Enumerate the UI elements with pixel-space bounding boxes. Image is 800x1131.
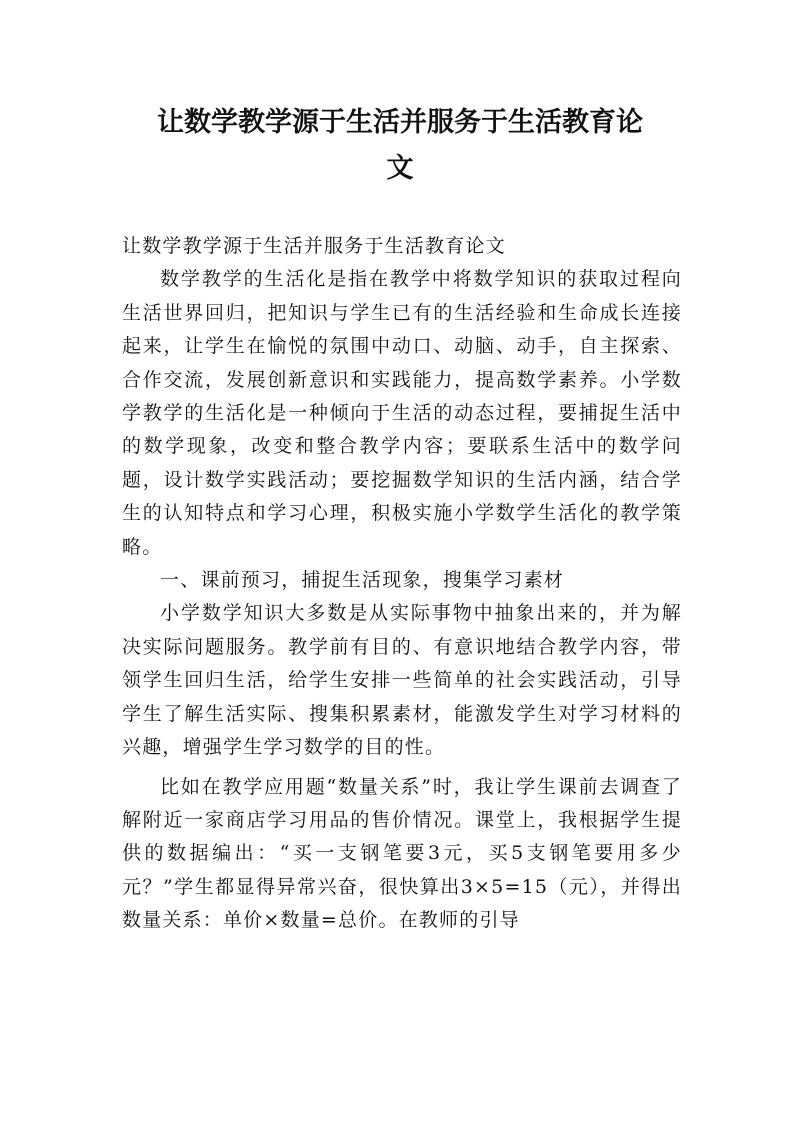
body-paragraph-1: 数学教学的生活化是指在教学中将数学知识的获取过程向生活世界回归，把知识与学生已有的生活经验和生命成长连接起来，让学生在愉悦的氛围中动口、动脑、动手，自主探索、合作交流，发展创新意识和实践能力，提高数学素养。小学数学教学的生活化是一种倾向于生活的动态过程，要捕捉生活中的数学现象，改变和整合教学内容；要联系生活中的数学问题，设计数学实践活动；要挖掘数学知识的生活内涵，结合学生的认知特点和学习心理，积极实施小学数学生活化的教学策略。 [122,268,682,558]
body-paragraph-2: 小学数学知识大多数是从实际事物中抽象出来的，并为解决实际问题服务。教学前有目的、有意识地结合教学内容，带领学生回归生活，给学生安排一些简单的社会实践活动，引导学生了解生活实际、搜集积累素材，能激发学生对学习材料的兴趣，增强学生学习数学的目的性。 [122,602,682,759]
section-heading-1: 一、课前预习，捕捉生活现象，搜集学习素材 [160,569,565,592]
document-body [122,230,682,938]
document-title-line-1: 让数学教学源于生活并服务于生活教育论 [157,107,643,138]
document-title-line-2: 文 [386,153,414,184]
body-paragraph-3: 比如在教学应用题“数量关系”时，我让学生课前去调查了解附近一家商店学习用品的售价情况。课堂上，我根据学生提供的数据编出：“买一支钢笔要3元，买5支钢笔要用多少元？”学生都显得异常兴奋，很快算出3×5=15（元），并得出数量关系：单价×数量=总价。在教师的引导 [122,775,682,932]
subtitle-paragraph: 让数学教学源于生活并服务于生活教育论文 [122,235,506,257]
